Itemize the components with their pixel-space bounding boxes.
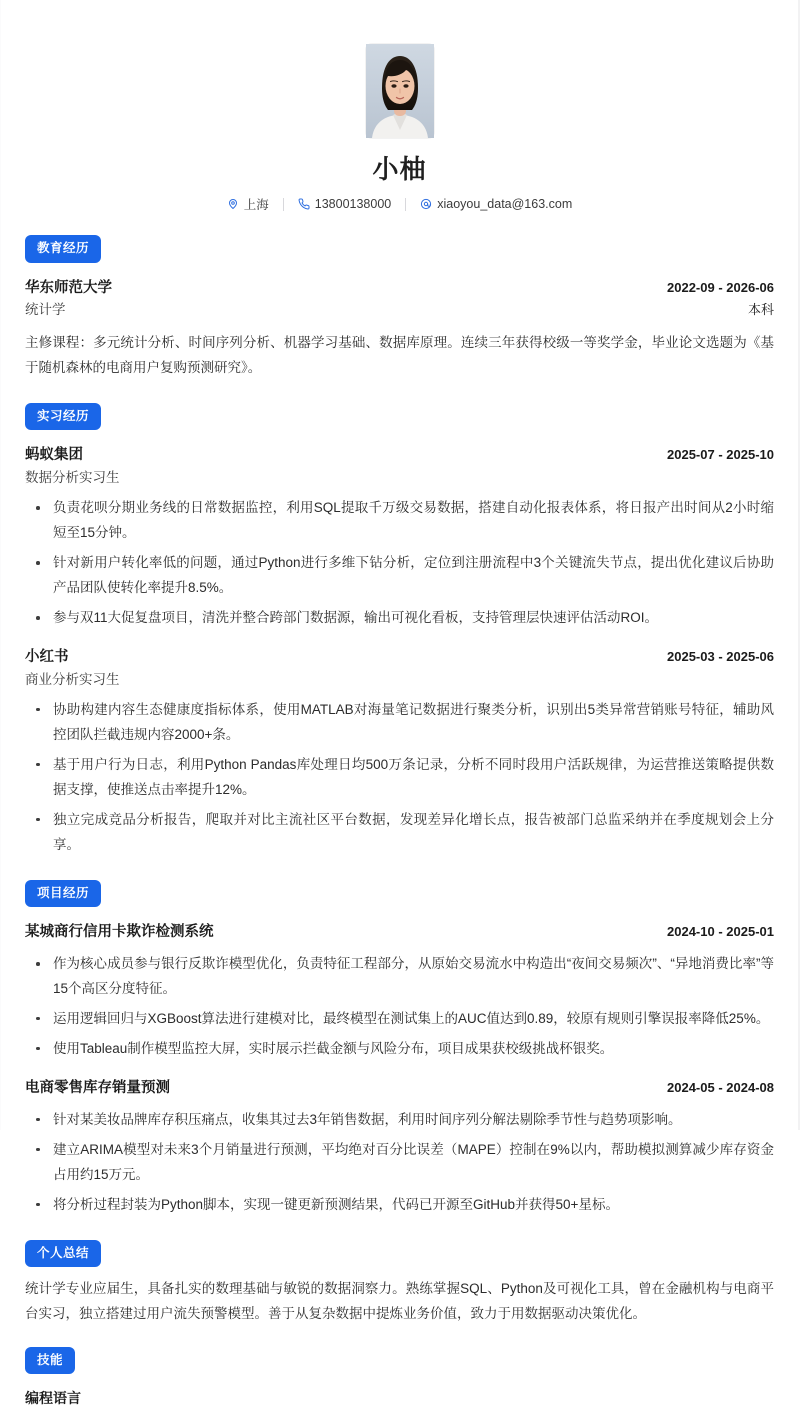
list-item: 运用逻辑回归与XGBoost算法进行建模对比，最终模型在测试集上的AUC值达到0.89，较原有规则引擎误报率降低25%。 xyxy=(25,1007,774,1032)
project-name: 电商零售库存销量预测 xyxy=(25,1079,170,1096)
education-description: 主修课程：多元统计分析、时间序列分析、机器学习基础、数据库原理。连续三年获得校级一等奖学金，毕业论文选题为《基于随机森林的电商用户复购预测研究》。 xyxy=(25,334,774,375)
list-item: 将分析过程封装为Python脚本，实现一键更新预测结果，代码已开源至GitHub并获得50+星标。 xyxy=(25,1193,774,1218)
project-entry xyxy=(25,922,774,1062)
contact-phone xyxy=(284,197,405,211)
list-item: 使用Tableau制作模型监控大屏，实时展示拦截金额与风险分布，项目成果获校级挑战杯银奖。 xyxy=(25,1037,774,1062)
list-item: 负责花呗分期业务线的日常数据监控，利用SQL提取千万级交易数据，搭建自动化报表体系，将日报产出时间从2小时缩短至15分钟。 xyxy=(25,496,774,546)
contact-row xyxy=(213,195,587,213)
contact-phone-text: 13800138000 xyxy=(314,197,392,212)
location-icon xyxy=(227,198,239,210)
project-entry xyxy=(25,1078,774,1218)
contact-email-text: xiaoyou_data@163.com xyxy=(437,197,573,212)
contact-location-text: 上海 xyxy=(243,198,269,213)
section-education xyxy=(25,235,774,380)
section-badge-skills: 技能 xyxy=(25,1347,75,1375)
list-item: 建立ARIMA模型对未来3个月销量进行预测，平均绝对百分比误差（MAPE）控制在9%以内，帮助模拟测算减少库存资金占用约15万元。 xyxy=(25,1138,774,1188)
section-summary xyxy=(25,1240,774,1327)
internship-bullets xyxy=(25,496,774,631)
contact-email xyxy=(406,197,586,211)
list-item: 针对某美妆品牌库存积压痛点，收集其过去3年销售数据，利用时间序列分解法剔除季节性与趋势项影响。 xyxy=(25,1108,774,1133)
internship-date: 2025-07 - 2025-10 xyxy=(667,447,774,463)
email-icon xyxy=(420,198,432,210)
list-item: 独立完成竞品分析报告，爬取并对比主流社区平台数据，发现差异化增长点，报告被部门总监采纳并在季度规划会上分享。 xyxy=(25,808,774,858)
section-projects xyxy=(25,880,774,1218)
section-skills xyxy=(25,1347,774,1408)
phone-icon xyxy=(298,198,310,210)
list-item: 基于用户行为日志，利用Python Pandas库处理日均500万条记录，分析不同时段用户活跃规律，为运营推送策略提供数据支撑，使推送点击率提升12%。 xyxy=(25,753,774,803)
education-school: 华东师范大学 xyxy=(25,279,112,296)
project-entry-head xyxy=(25,1078,774,1100)
section-badge-education: 教育经历 xyxy=(25,235,101,263)
section-badge-projects: 项目经历 xyxy=(25,880,101,908)
skill-group-title: 编程语言 xyxy=(25,1390,81,1407)
internship-date: 2025-03 - 2025-06 xyxy=(667,648,774,664)
education-major: 统计学 xyxy=(25,302,66,318)
education-degree: 本科 xyxy=(747,302,774,318)
project-bullets xyxy=(25,952,774,1062)
avatar xyxy=(366,44,434,138)
internship-entry xyxy=(25,647,774,858)
education-entry xyxy=(25,278,774,381)
education-date: 2022-09 - 2026-06 xyxy=(667,279,774,295)
internship-entry-head xyxy=(25,647,774,669)
project-date: 2024-10 - 2025-01 xyxy=(667,924,774,940)
project-entry-head xyxy=(25,922,774,944)
section-badge-internship: 实习经历 xyxy=(25,403,101,431)
education-entry-sub xyxy=(25,300,774,320)
contact-location xyxy=(213,195,283,213)
internship-role: 数据分析实习生 xyxy=(25,469,120,485)
internship-role: 商业分析实习生 xyxy=(25,671,120,687)
internship-company: 小红书 xyxy=(25,648,69,665)
internship-entry-sub xyxy=(25,670,774,690)
internship-entry xyxy=(25,445,774,631)
project-name: 某城商行信用卡欺诈检测系统 xyxy=(25,924,214,941)
education-entry-head xyxy=(25,278,774,300)
internship-entry-head xyxy=(25,445,774,467)
section-internship xyxy=(25,403,774,858)
list-item: 参与双11大促复盘项目，清洗并整合跨部门数据源，输出可视化看板，支持管理层快速评估活动ROI。 xyxy=(25,606,774,631)
project-date: 2024-05 - 2024-08 xyxy=(667,1079,774,1095)
internship-bullets xyxy=(25,698,774,858)
list-item: 协助构建内容生态健康度指标体系，使用MATLAB对海量笔记数据进行聚类分析，识别出5类异常营销账号特征，辅助风控团队拦截违规内容2000+条。 xyxy=(25,698,774,748)
internship-entry-sub xyxy=(25,468,774,488)
list-item: 针对新用户转化率低的问题，通过Python进行多维下钻分析，定位到注册流程中3个关键流失节点，提出优化建议后协助产品团队使转化率提升8.5%。 xyxy=(25,551,774,601)
section-badge-summary: 个人总结 xyxy=(25,1240,101,1268)
page-title: 小柚 xyxy=(372,154,427,184)
resume-header xyxy=(25,0,774,213)
summary-description: 统计学专业应届生，具备扎实的数理基础与敏锐的数据洞察力。熟练掌握SQL、Python及可视化工具，曾在金融机构与电商平台实习，独立搭建过用户流失预警模型。善于从复杂数据中提炼业务价值，致力于用数据驱动决策优化。 xyxy=(25,1281,774,1321)
project-bullets xyxy=(25,1108,774,1218)
internship-company: 蚂蚁集团 xyxy=(25,447,83,464)
list-item: 作为核心成员参与银行反欺诈模型优化，负责特征工程部分，从原始交易流水中构造出“夜间交易频次”、“异地消费比率”等15个高区分度特征。 xyxy=(25,952,774,1002)
